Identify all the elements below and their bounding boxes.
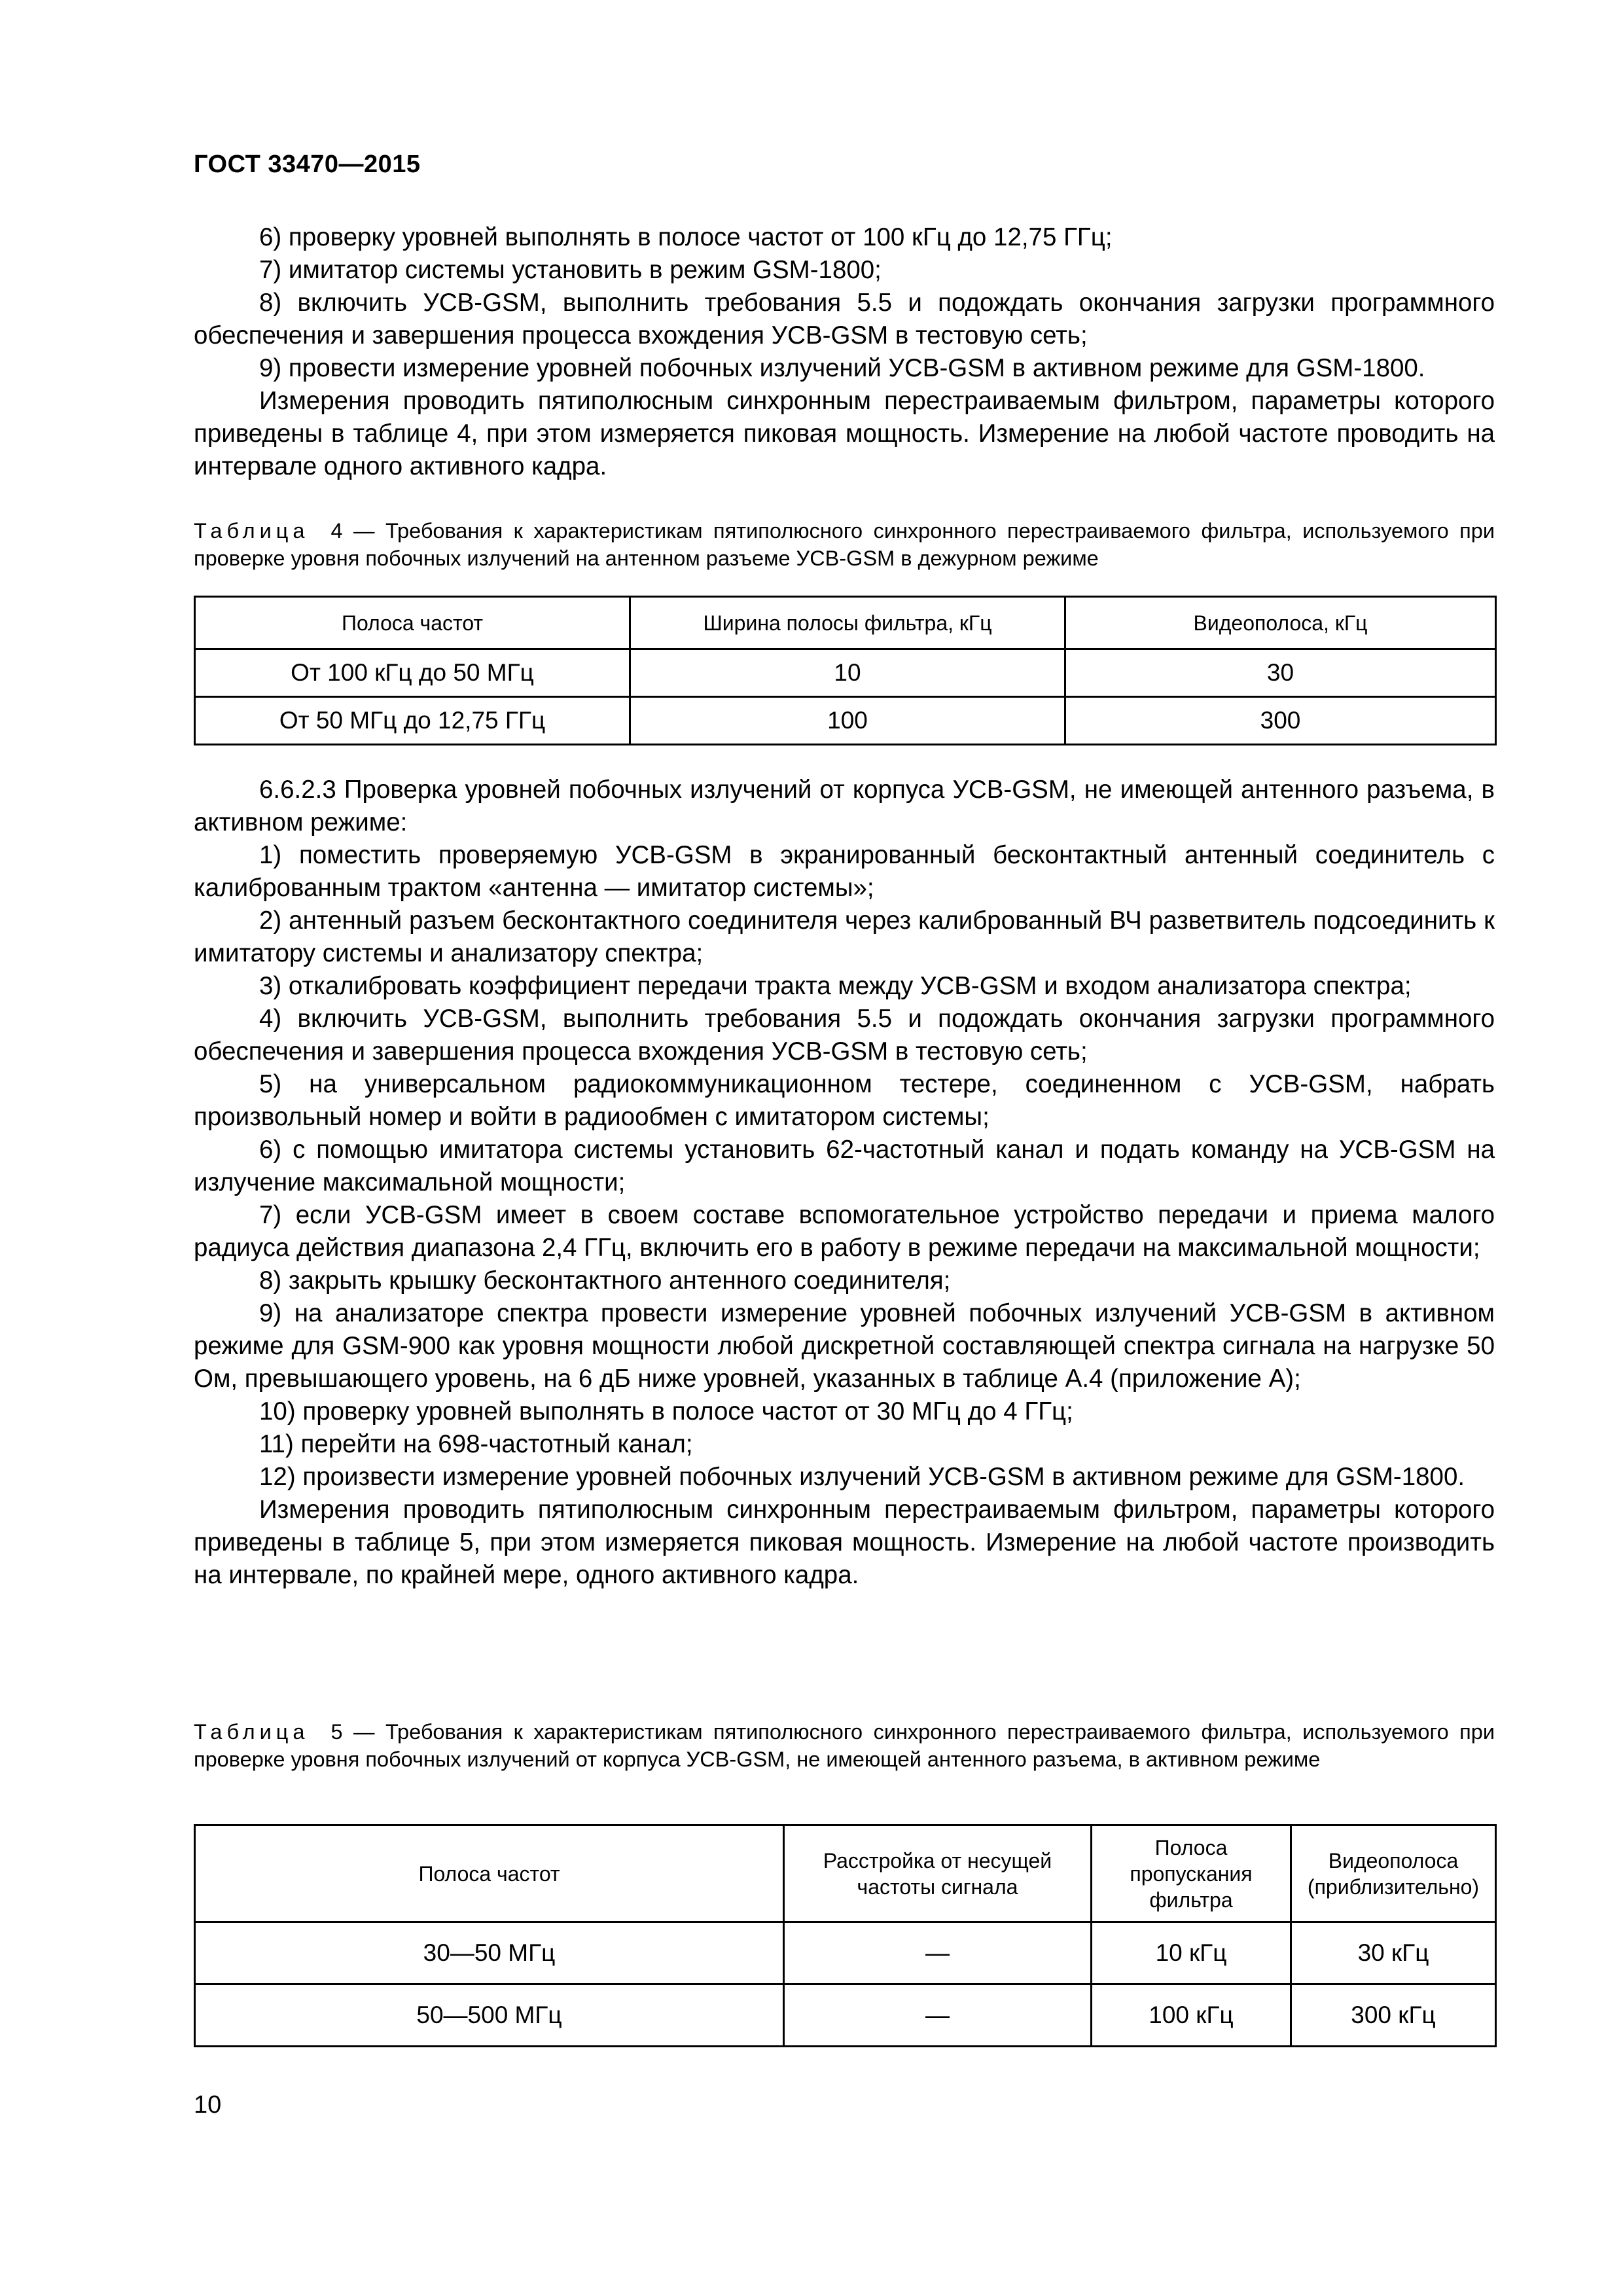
table-header-row xyxy=(195,597,1496,649)
paragraph: 10) проверку уровней выполнять в полосе частот от 30 МГц до 4 ГГц; xyxy=(259,1397,1073,1426)
page-number: 10 xyxy=(194,2091,222,2119)
table-row xyxy=(195,1922,1496,1984)
table-header-cell: Видеополоса, кГц xyxy=(1065,597,1496,649)
paragraph: 9) на анализаторе спектра провести измерение уровней побочных излучений УСВ-GSM в активном режиме для GSM-900 как уровня мощности любой дискретной составляющей спектра сигнала на нагрузке 50 Ом, превышающего уровень, на 6 дБ ниже уровней, указанных в таблице А.4 (приложение А); xyxy=(194,1299,1495,1393)
paragraph: 7) имитатор системы установить в режим GSM-1800; xyxy=(259,256,882,284)
paragraph: 11) перейти на 698-частотный канал; xyxy=(259,1430,693,1458)
table5-label: Таблица xyxy=(194,1720,310,1744)
table-cell: 100 кГц xyxy=(1092,1984,1291,2047)
paragraph: 9) провести измерение уровней побочных излучений УСВ-GSM в активном режиме для GSM-1800. xyxy=(259,354,1425,382)
table5-caption xyxy=(194,1718,1495,1773)
table-header-cell: Полоса пропускания фильтра xyxy=(1092,1825,1291,1922)
table-cell: 10 xyxy=(630,649,1065,697)
table-cell: — xyxy=(784,1984,1092,2047)
paragraph: 6.6.2.3 Проверка уровней побочных излучений от корпуса УСВ-GSM, не имеющей антенного разъема, в активном режиме: xyxy=(194,776,1495,836)
table4-label: Таблица xyxy=(194,519,310,543)
table-header-cell: Полоса частот xyxy=(195,597,630,649)
paragraph: Измерения проводить пятиполюсным синхронным перестраиваемым фильтром, параметры которого приведены в таблице 4, при этом измеряется пиковая мощность. Измерение на любой частоте проводить на интервале одного активного кадра. xyxy=(194,387,1495,480)
table-cell: 50—500 МГц xyxy=(195,1984,784,2047)
table-cell: 300 xyxy=(1065,697,1496,745)
paragraph: 6) проверку уровней выполнять в полосе частот от 100 кГц до 12,75 ГГц; xyxy=(259,223,1113,251)
table-row xyxy=(195,1984,1496,2047)
table-cell: 30—50 МГц xyxy=(195,1922,784,1984)
table4-caption xyxy=(194,517,1495,572)
table-header-cell: Расстройка от несущей частоты сигнала xyxy=(784,1825,1092,1922)
paragraph: 12) произвести измерение уровней побочных излучений УСВ-GSM в активном режиме для GSM-1800. xyxy=(259,1463,1465,1491)
paragraph: 8) закрыть крышку бесконтактного антенного соединителя; xyxy=(259,1266,951,1295)
table4-caption-text: 4 — Требования к характеристикам пятиполюсного синхронного перестраиваемого фильтра, используемого при проверке уровня побочных излучений на антенном разъеме УСВ-GSM в дежурном режиме xyxy=(194,519,1495,570)
paragraph: 7) если УСВ-GSM имеет в своем составе вспомогательное устройство передачи и приема малого радиуса действия диапазона 2,4 ГГц, включить его в работу в режиме передачи на максимальной мощности; xyxy=(194,1201,1495,1262)
table-header-cell: Видеополоса (приблизительно) xyxy=(1291,1825,1496,1922)
table-header-cell: Ширина полосы фильтра, кГц xyxy=(630,597,1065,649)
table-cell: 30 xyxy=(1065,649,1496,697)
paragraph: 3) откалибровать коэффициент передачи тракта между УСВ-GSM и входом анализатора спектра; xyxy=(259,972,1412,1000)
table-cell: От 50 МГц до 12,75 ГГц xyxy=(195,697,630,745)
table-4 xyxy=(194,596,1497,745)
paragraph: 1) поместить проверяемую УСВ-GSM в экранированный бесконтактный антенный соединитель с калиброванным трактом «антенна — имитатор системы»; xyxy=(194,841,1495,902)
table-cell: 10 кГц xyxy=(1092,1922,1291,1984)
paragraph: 4) включить УСВ-GSM, выполнить требования 5.5 и подождать окончания загрузки программного обеспечения и завершения процесса вхождения УСВ-GSM в тестовую сеть; xyxy=(194,1005,1495,1066)
table-cell: 30 кГц xyxy=(1291,1922,1496,1984)
paragraph: 8) включить УСВ-GSM, выполнить требования 5.5 и подождать окончания загрузки программного обеспечения и завершения процесса вхождения УСВ-GSM в тестовую сеть; xyxy=(194,289,1495,350)
section-1 xyxy=(194,221,1495,483)
table-cell: — xyxy=(784,1922,1092,1984)
table-cell: 100 xyxy=(630,697,1065,745)
table-cell: От 100 кГц до 50 МГц xyxy=(195,649,630,697)
table-cell: 300 кГц xyxy=(1291,1984,1496,2047)
table-row xyxy=(195,649,1496,697)
table-5 xyxy=(194,1824,1497,2047)
document-code: ГОСТ 33470—2015 xyxy=(194,151,421,178)
paragraph: Измерения проводить пятиполюсным синхронным перестраиваемым фильтром, параметры которого приведены в таблице 5, при этом измеряется пиковая мощность. Измерение на любой частоте производить на интервале, по крайней мере, одного активного кадра. xyxy=(194,1496,1495,1589)
paragraph: 5) на универсальном радиокоммуникационном тестере, соединенном с УСВ-GSM, набрать произвольный номер и войти в радиообмен с имитатором системы; xyxy=(194,1070,1495,1131)
table-header-row xyxy=(195,1825,1496,1922)
paragraph: 2) антенный разъем бесконтактного соединителя через калиброванный ВЧ разветвитель подсоединить к имитатору системы и анализатору спектра; xyxy=(194,906,1495,967)
paragraph: 6) с помощью имитатора системы установить 62-частотный канал и подать команду на УСВ-GSM на излучение максимальной мощности; xyxy=(194,1136,1495,1196)
table5-caption-text: 5 — Требования к характеристикам пятиполюсного синхронного перестраиваемого фильтра, используемого при проверке уровня побочных излучений от корпуса УСВ-GSM, не имеющей антенного разъема, в активном режиме xyxy=(194,1720,1495,1771)
section-2 xyxy=(194,774,1495,1592)
table-header-cell: Полоса частот xyxy=(195,1825,784,1922)
table-row xyxy=(195,697,1496,745)
